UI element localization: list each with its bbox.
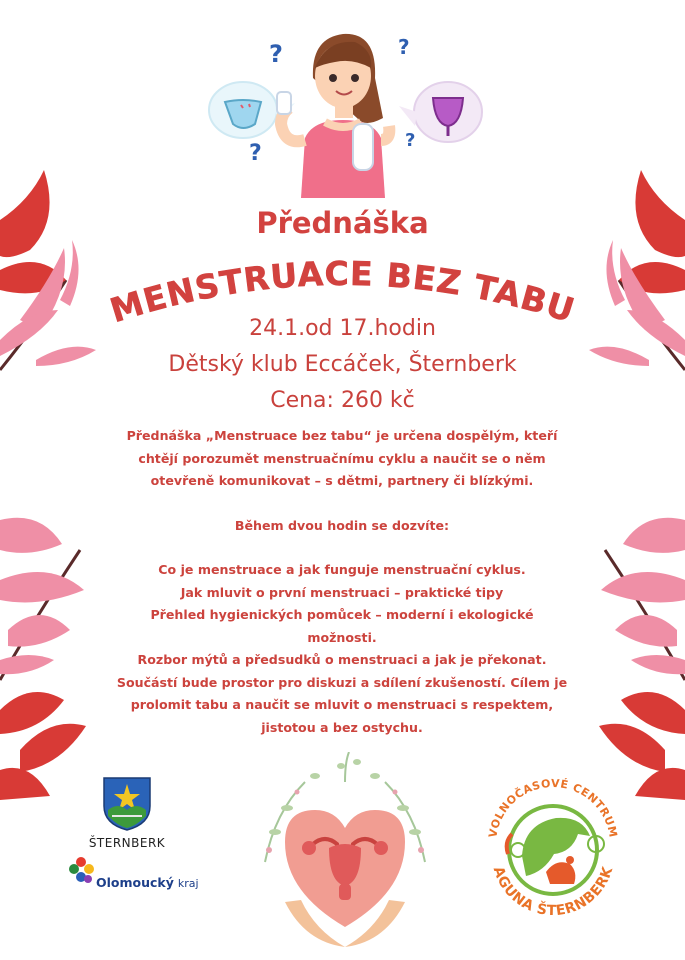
intro-line: Přednáška „Menstruace bez tabu“ je určena dospělým, kteří — [126, 428, 558, 443]
region-logo-text — [96, 875, 199, 890]
intro-line: otevřeně komunikovat – s dětmi, partnery či blízkými. — [150, 473, 534, 488]
topic-line: Jak mluvit o první menstruaci – praktické tipy — [180, 584, 504, 600]
topic-line: Rozbor mýtů a předsudků o menstruaci a jak je překonat. — [137, 652, 547, 667]
subtitle: Přednáška — [256, 206, 429, 240]
center-name-bottom: AGUNA ŠTERNBERK — [489, 864, 617, 920]
sternberk-coat-of-arms — [102, 776, 152, 832]
main-title-text: MENSTRUACE BEZ TABU — [105, 253, 580, 331]
heart-uterus-illustration — [245, 752, 445, 957]
description — [92, 425, 592, 739]
topic-line: možnosti. — [307, 629, 377, 645]
topic-line: prolomit tabu a naučit se mluvit o menstruaci s respektem, — [130, 697, 554, 712]
center-name-top: VOLNOČASOVÉ CENTRUM — [486, 776, 620, 839]
aguna-center-logo — [478, 772, 628, 922]
topic-line: jistotou a bez ostychu. — [261, 719, 423, 735]
region-name: Olomoucký — [96, 875, 174, 890]
event-price: Cena: 260 kč — [270, 388, 415, 413]
menstruation-illustration — [205, 28, 485, 198]
learn-heading: Během dvou hodin se dozvíte: — [234, 517, 450, 533]
svg-text:?: ? — [269, 40, 283, 68]
region-suffix: kraj — [177, 877, 199, 890]
svg-text:?: ? — [405, 130, 416, 151]
event-venue: Dětský klub Eccáček, Šternberk — [168, 352, 517, 377]
event-date-time: 24.1.od 17.hodin — [249, 316, 436, 341]
city-name: ŠTERNBERK — [88, 836, 166, 850]
topic-line: Přehled hygienických pomůcek – moderní i ekologické — [150, 607, 534, 622]
svg-text:?: ? — [398, 35, 410, 59]
olomoucky-kraj-logo-mark — [66, 855, 96, 885]
intro-line: chtějí porozumět menstruačnímu cyklu a naučit se o něm — [138, 450, 546, 466]
topic-line: Součástí bude prostor pro diskuzi a sdílení zkušeností. Cílem je — [116, 674, 568, 690]
topic-line: Co je menstruace a jak funguje menstruační cyklus. — [158, 562, 526, 577]
svg-text:?: ? — [249, 141, 262, 166]
